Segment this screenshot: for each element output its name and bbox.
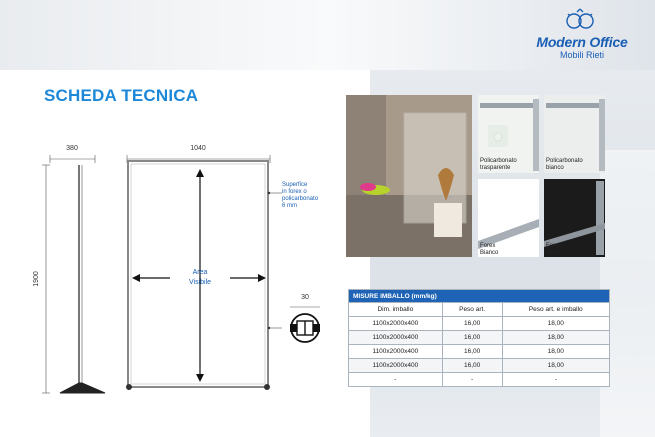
table-cell: 18,00 (502, 359, 609, 373)
table-cell: 18,00 (502, 331, 609, 345)
swatch-label: Policarbonato trasparente (480, 158, 517, 171)
table-caption: MISURE IMBALLO (mm/kg) (349, 290, 610, 303)
swatch-label: Policarbonato bianco (546, 158, 583, 171)
swatch-policarbonato-trasparente (478, 95, 539, 173)
area-label-line-2: Visibile (188, 279, 212, 286)
table-row (349, 373, 610, 387)
surface-note-line-4: 6 mm (282, 203, 297, 209)
table-cell: 1100x2000x400 (349, 331, 443, 345)
table-row (349, 345, 610, 359)
dim-profile-label: 30 (301, 294, 309, 301)
table-row (349, 317, 610, 331)
logo-title: Modern Office (536, 34, 628, 50)
table-cell: - (349, 373, 443, 387)
dim-width-label: 1040 (190, 145, 206, 152)
table-cell: - (502, 373, 609, 387)
column-header: Dim. imballo (349, 303, 443, 317)
table-row (349, 331, 610, 345)
office-scene-image (346, 95, 472, 257)
surface-note-line-1: Superfice (282, 182, 308, 188)
company-logo (522, 6, 642, 62)
side-view (42, 155, 105, 393)
swatch-label: Forex Nero (546, 243, 562, 256)
surface-note-line-3: policarbonato (282, 196, 319, 202)
table-header-row (349, 303, 610, 317)
table-cell: 16,00 (442, 359, 502, 373)
area-label-line-1: Area (192, 269, 208, 276)
surface-note-line-2: in forex o (282, 189, 307, 195)
profile-section-icon (290, 307, 320, 342)
swatch-policarbonato-bianco (544, 95, 605, 173)
logo-mark-icon (562, 6, 598, 34)
column-header: Peso art. (442, 303, 502, 317)
technical-drawing (20, 135, 340, 405)
table-cell: - (442, 373, 502, 387)
table-cell: 18,00 (502, 317, 609, 331)
dim-depth-label: 380 (66, 145, 78, 152)
page-title: SCHEDA TECNICA (44, 86, 199, 105)
table-cell: 1100x2000x400 (349, 359, 443, 373)
table-caption-row (349, 290, 610, 303)
swatch-label: Forex Bianco (480, 243, 499, 256)
product-photo (346, 95, 472, 257)
dim-height-label: 1900 (33, 271, 40, 287)
column-header: Peso art. e imballo (502, 303, 609, 317)
table-cell: 18,00 (502, 345, 609, 359)
swatch-forex-nero (544, 179, 605, 257)
packaging-table (348, 289, 610, 387)
table-cell: 1100x2000x400 (349, 345, 443, 359)
table-cell: 16,00 (442, 345, 502, 359)
table-cell: 16,00 (442, 317, 502, 331)
logo-subtitle: Mobili Rieti (559, 50, 604, 60)
table-row (349, 359, 610, 373)
table-cell: 1100x2000x400 (349, 317, 443, 331)
table-cell: 16,00 (442, 331, 502, 345)
swatch-forex-bianco (478, 179, 539, 257)
